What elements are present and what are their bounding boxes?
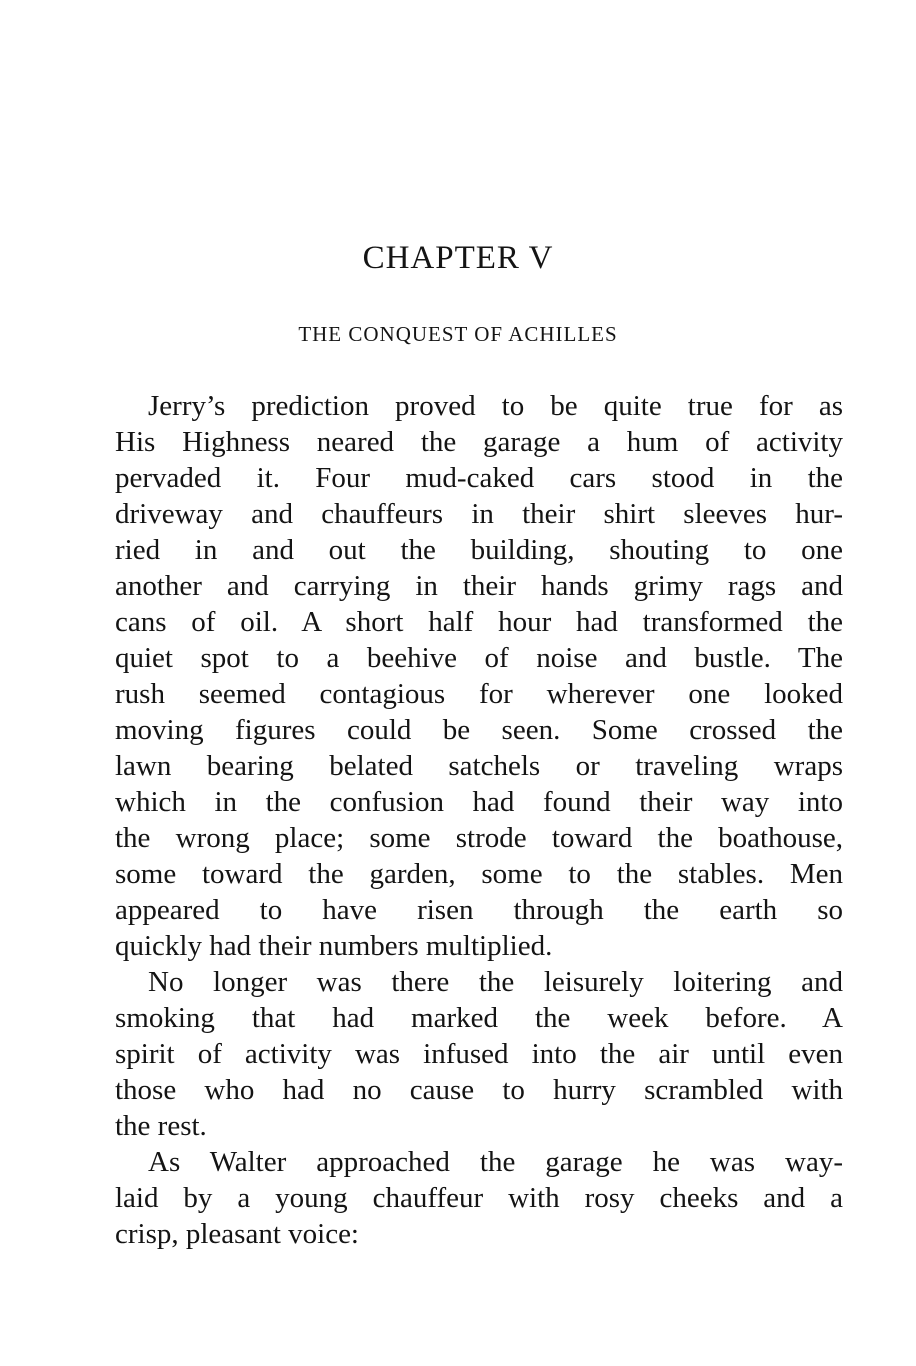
text-line: spirit of activity was infused into the air until even — [115, 1038, 843, 1070]
text-line: some toward the garden, some to the stables. Men — [115, 858, 843, 890]
text-line: another and carrying in their hands grimy rags and — [115, 570, 843, 602]
text-line: appeared to have risen through the earth so — [115, 894, 843, 926]
paragraph-3 — [115, 1144, 843, 1252]
text-line: His Highness neared the garage a hum of activity — [115, 426, 843, 458]
text-line: which in the confusion had found their way into — [115, 786, 843, 818]
text-line: crisp, pleasant voice: — [115, 1218, 359, 1250]
text-line: lawn bearing belated satchels or traveling wraps — [115, 750, 843, 782]
paragraph-2 — [115, 964, 843, 1144]
paragraph-1 — [115, 388, 843, 964]
text-line: As Walter approached the garage he was way- — [148, 1146, 843, 1178]
text-line: smoking that had marked the week before. A — [115, 1002, 843, 1034]
text-line: quiet spot to a beehive of noise and bustle. The — [115, 642, 843, 674]
text-line: moving figures could be seen. Some crossed the — [115, 714, 843, 746]
text-line: cans of oil. A short half hour had transformed the — [115, 606, 843, 638]
text-line: Jerry’s prediction proved to be quite true for as — [148, 390, 843, 422]
text-line: quickly had their numbers multiplied. — [115, 930, 553, 962]
text-line: the wrong place; some strode toward the boathouse, — [115, 822, 843, 854]
text-line: laid by a young chauffeur with rosy cheeks and a — [115, 1182, 843, 1214]
text-line: the rest. — [115, 1110, 207, 1142]
text-line: rush seemed contagious for wherever one looked — [115, 678, 843, 710]
text-line: driveway and chauffeurs in their shirt sleeves hur- — [115, 498, 843, 530]
body-text — [115, 388, 843, 1252]
text-line: those who had no cause to hurry scrambled with — [115, 1074, 843, 1106]
chapter-title: THE CONQUEST OF ACHILLES — [298, 322, 618, 346]
text-line: No longer was there the leisurely loitering and — [148, 966, 843, 998]
chapter-heading: CHAPTER V — [362, 240, 554, 276]
text-line: ried in and out the building, shouting to one — [115, 534, 843, 566]
text-line: pervaded it. Four mud-caked cars stood in the — [115, 462, 843, 494]
